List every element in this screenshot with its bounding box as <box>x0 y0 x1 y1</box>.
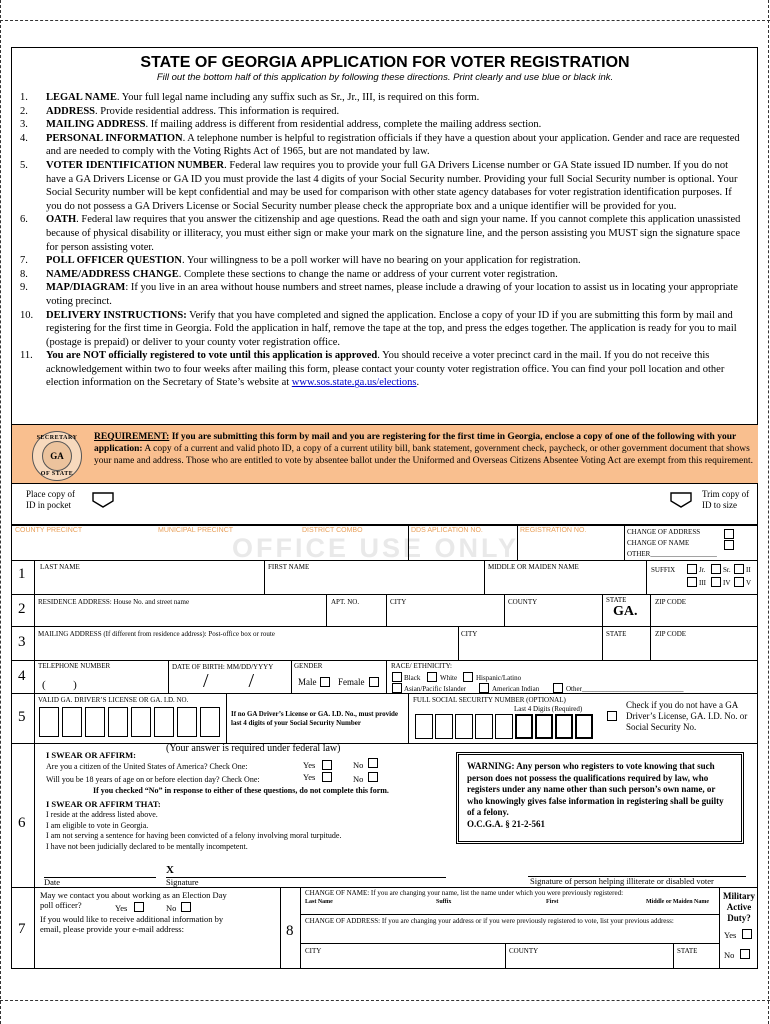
requirement-box <box>12 424 758 484</box>
warning-box <box>456 752 744 844</box>
suffix-label: SUFFIX <box>651 566 676 574</box>
instruction-item <box>20 159 748 213</box>
previous-address-input[interactable] <box>303 934 717 942</box>
instruction-number: 8. <box>20 268 28 280</box>
suffix-jr-label: Jr. <box>699 566 706 574</box>
registration-no-label: REGISTRATION NO. <box>520 527 587 534</box>
military-yes-label: Yes <box>724 930 737 940</box>
date-line <box>44 877 156 878</box>
section-6-number: 6 <box>18 815 26 831</box>
pocket-arrow-icon <box>92 492 114 513</box>
prev-last-name-label: Last Name <box>305 899 333 905</box>
mailing-zip-label: ZIP CODE <box>655 630 687 638</box>
poll-yes-checkbox[interactable] <box>134 902 144 912</box>
race-hispanic-checkbox[interactable] <box>463 672 473 682</box>
previous-name-input[interactable] <box>303 905 717 913</box>
instruction-number: 4. <box>20 132 28 144</box>
race-white-label: White <box>440 674 458 682</box>
gender-label: GENDER <box>294 662 323 670</box>
instruction-text: . Provide residential address. This information is required. <box>95 105 340 117</box>
pocket-right-line2: ID to size <box>702 499 737 510</box>
instruction-heading: DELIVERY INSTRUCTIONS: <box>46 309 187 321</box>
age-no-label: No <box>353 774 364 784</box>
signature-input[interactable] <box>176 863 446 877</box>
age-question: Will you be 18 years of age on or before election day? Check One: <box>46 775 260 784</box>
residence-address-input[interactable] <box>36 608 324 624</box>
suffix-sr-label: Sr. <box>723 566 731 574</box>
race-label: RACE/ ETHNICITY: <box>391 662 452 670</box>
age-no-checkbox[interactable] <box>368 772 378 782</box>
ssn-digit-box[interactable] <box>435 714 453 739</box>
mailing-city-input[interactable] <box>460 640 600 658</box>
race-other-checkbox[interactable] <box>553 683 563 693</box>
prev-state-label: STATE <box>677 947 698 955</box>
instruction-item <box>20 309 748 350</box>
residence-city-label: CITY <box>390 598 407 606</box>
license-digit-box[interactable] <box>200 707 220 737</box>
mailing-state-label: STATE <box>606 630 627 638</box>
residence-zip-input[interactable] <box>652 608 756 624</box>
oath-line-4: I have not been judicially declared to be mentally incompetent. <box>46 841 248 851</box>
suffix-ii-checkbox[interactable] <box>734 564 744 574</box>
ssn-label: FULL SOCIAL SECURITY NUMBER (OPTIONAL) <box>413 696 566 704</box>
pocket-right-line1: Trim copy of <box>702 489 750 499</box>
instruction-item <box>20 281 748 308</box>
instruction-item <box>20 105 748 119</box>
last-name-input[interactable] <box>38 574 262 592</box>
prev-county-label: COUNTY <box>509 947 539 955</box>
middle-name-label: MIDDLE OR MAIDEN NAME <box>488 563 579 571</box>
gender-female-checkbox[interactable] <box>369 677 379 687</box>
email-input[interactable] <box>40 936 276 966</box>
section-8-number: 8 <box>286 923 294 939</box>
prev-first-name-label: First <box>546 899 559 905</box>
residence-state-label: STATE <box>606 596 627 604</box>
dob-label: DATE OF BIRTH: MM/DD/YYYY <box>172 663 274 671</box>
military-yes-checkbox[interactable] <box>742 929 752 939</box>
mailing-city-label: CITY <box>461 630 478 638</box>
oath-line-3: I am not serving a sentence for having been convicted of a felony involving moral turpitude. <box>46 831 342 840</box>
instruction-number: 2. <box>20 105 28 117</box>
date-input[interactable] <box>44 863 156 877</box>
oath-line-1: I reside at the address listed above. <box>46 810 158 819</box>
ssn-digit-box[interactable] <box>415 714 433 739</box>
citizen-no-checkbox[interactable] <box>368 758 378 768</box>
residence-county-label: COUNTY <box>508 598 538 606</box>
instruction-text: . You should receive a voter precinct card in the mail. If you do not receive this acknowledgement within two to four weeks after mailing this form, please contact your county voter registration office. You can find your poll location and other election information on the Secretary of State’s website at <box>46 350 725 389</box>
race-american-indian-checkbox[interactable] <box>479 683 489 693</box>
license-digit-box[interactable] <box>154 707 174 737</box>
instruction-text: . Federal law requires that you answer the citizenship and age questions. Read the oath and sign your name. If you cannot complete this application unassisted because of physical disability or illiteracy, you must either sign or make your mark on the signature line, and the person assisting you MUST sign the signature space for person assisting voter. <box>46 214 741 253</box>
instruction-item <box>20 213 748 254</box>
requirement-text <box>94 431 754 467</box>
suffix-v-label: V <box>746 579 752 587</box>
secretary-of-state-seal-icon <box>32 431 82 481</box>
age-yes-checkbox[interactable] <box>322 772 332 782</box>
section-4-number: 4 <box>18 668 26 684</box>
form-title: STATE OF GEORGIA APPLICATION FOR VOTER REGISTRATION <box>140 54 630 71</box>
left-cut-line <box>0 0 1 1024</box>
instruction-text: . Complete these sections to change the name or address of your current voter registration. <box>178 268 558 280</box>
license-digit-box[interactable] <box>39 707 59 737</box>
warning-text: WARNING: Any person who registers to vote knowing that such person does not possess the qualifications required by law, who registers under any name other than such person’s own name, or who knowingly gives false information in registering shall be guilty of a felony. <box>467 761 724 818</box>
poll-officer-question: May we contact you about working as an Election Day poll officer? <box>40 890 227 910</box>
citizen-yes-checkbox[interactable] <box>322 760 332 770</box>
ssn-digit-box[interactable] <box>475 714 493 739</box>
first-name-input[interactable] <box>266 574 482 592</box>
no-id-label: Check if you do not have a GA Driver’s License, GA. I.D. No. or Social Security No. <box>626 700 748 732</box>
helper-signature-label: Signature of person helping illiterate or disabled voter <box>530 876 714 886</box>
change-of-name-checkbox[interactable] <box>724 540 734 550</box>
instruction-heading: ADDRESS <box>46 105 96 117</box>
instruction-number: 3. <box>20 119 28 131</box>
pocket-label-right <box>702 489 749 510</box>
instruction-text: . Your willingness to be a poll worker will have no bearing on your application for registration. <box>181 255 581 267</box>
race-white-checkbox[interactable] <box>427 672 437 682</box>
instruction-heading: LEGAL NAME <box>46 92 117 103</box>
race-asian-checkbox[interactable] <box>392 683 402 693</box>
date-label: Date <box>44 877 61 887</box>
ssn-last4-digit-box[interactable] <box>555 714 573 739</box>
poll-yes-label: Yes <box>115 903 128 913</box>
section-7-number: 7 <box>18 921 26 937</box>
dob-input[interactable]: / / <box>203 670 255 692</box>
ssn-last4-digit-box[interactable] <box>515 714 533 739</box>
suffix-v-checkbox[interactable] <box>734 577 744 587</box>
gender-male-label: Male <box>298 677 317 687</box>
pocket-left-line1: Place copy of <box>26 489 75 499</box>
form-section-top-border <box>11 524 758 526</box>
instruction-text: . Your full legal name including any suffix such as Sr., Jr., III, is required on this form. <box>116 92 480 103</box>
poll-no-label: No <box>166 903 177 913</box>
ssn-last4-digit-box[interactable] <box>575 714 593 739</box>
dds-label: DDS APLICATION NO. <box>411 527 483 534</box>
signature-label: Signature <box>166 877 199 887</box>
change-address-label: CHANGE OF ADDRESS: If you are changing your address or if you were previously registered to vote, list your previous address: <box>305 917 674 925</box>
top-cut-line <box>0 20 770 21</box>
residence-county-input[interactable] <box>506 608 600 624</box>
ssn-digit-box[interactable] <box>495 714 513 739</box>
section-3-number: 3 <box>18 634 26 650</box>
license-digit-box[interactable] <box>62 707 82 737</box>
race-hispanic-label: Hispanic/Latino <box>476 674 522 682</box>
instruction-number: 7. <box>20 255 28 267</box>
suffix-iii-label: III <box>699 579 706 587</box>
instruction-number: 5. <box>20 159 28 171</box>
prev-city-label: CITY <box>305 947 322 955</box>
ssn-digit-box[interactable] <box>455 714 473 739</box>
section-1-number: 1 <box>18 566 26 582</box>
race-asian-label: Asian/Pacific Islander <box>404 685 467 693</box>
instruction-heading: MAP/DIAGRAM <box>46 282 126 294</box>
instruction-number: 10. <box>20 309 34 321</box>
instruction-item <box>20 268 748 282</box>
license-digit-box[interactable] <box>85 707 105 737</box>
suffix-iv-checkbox[interactable] <box>711 577 721 587</box>
seal-bottom-text: OF STATE <box>40 471 74 477</box>
license-label: VALID GA. DRIVER’S LICENSE OR GA. I.D. NO. <box>38 696 189 704</box>
prev-city-input[interactable] <box>303 956 503 968</box>
age-yes-label: Yes <box>303 772 316 782</box>
instruction-text: Verify that you have completed and signed the application. Enclose a copy of your ID if you are submitting this form by mail and registering for the first time in Georgia. Fold the application in half, remove the tape at the top, and press the edges together. The application is ready for you to mail (postage is prepaid) or deliver to your county voter registration office. <box>46 309 737 348</box>
no-license-note: If no GA Driver’s License or GA. I.D. No., must provide last 4 digits of your Social Security Number <box>231 710 399 727</box>
signature-line <box>166 877 446 878</box>
change-of-name-label: CHANGE OF NAME <box>627 539 690 547</box>
trim-arrow-icon <box>670 492 692 513</box>
swear-heading: I SWEAR OR AFFIRM: <box>46 750 136 760</box>
gender-male-checkbox[interactable] <box>320 677 330 687</box>
requirement-label: REQUIREMENT: <box>94 432 170 442</box>
swear-that-heading: I SWEAR OR AFFIRM THAT: <box>46 799 161 809</box>
suffix-ii-label: II <box>746 566 751 574</box>
sos-website-link[interactable]: www.sos.state.ga.us/elections <box>291 377 417 389</box>
section-2-number: 2 <box>18 601 26 617</box>
instruction-item <box>20 91 748 105</box>
if-no-note: If you checked “No” in response to either of these questions, do not complete this form. <box>93 786 389 795</box>
race-american-indian-label: American Indian <box>492 685 540 693</box>
license-digit-box[interactable] <box>131 707 151 737</box>
citizen-no-label: No <box>353 760 364 770</box>
license-digit-box[interactable] <box>177 707 197 737</box>
requirement-bold-text: If you are submitting this form by mail and you are registering for the first time in Georgia, enclose a copy of one of the following with your application: <box>94 432 737 454</box>
warning-citation: O.C.G.A. § 21-2-561 <box>467 818 545 829</box>
suffix-iii-checkbox[interactable] <box>687 577 697 587</box>
no-id-checkbox[interactable] <box>607 711 617 721</box>
instruction-text: . A telephone number is helpful to registration officials if they have a question about your application. Gender and race are requested and are needed to comply with the Voting Rights Act of 1965, but are not mandated by law. <box>46 132 740 158</box>
residence-zip-label: ZIP CODE <box>655 598 687 606</box>
instruction-text: . Federal law requires you to provide your full GA Drivers License number or GA State issued ID number. If you do not have a GA Drivers License or GA ID you must provide the last 4 digits of your Social Security number. Providing your full Social Security number is optional. Your Social Security number will be kept confidential and may be used for comparison with other state agency databases for voter registration identification purposes. If you do not possess a GA Drivers License or Social Security number please check the appropriate box and a unique identifier will be provided for you. <box>46 159 738 212</box>
military-no-label: No <box>724 950 735 960</box>
license-digit-box[interactable] <box>108 707 128 737</box>
instruction-item <box>20 349 748 390</box>
telephone-input[interactable]: ( ) <box>42 679 77 691</box>
instruction-heading: NAME/ADDRESS CHANGE <box>46 268 179 280</box>
apt-no-input[interactable] <box>328 608 384 624</box>
instruction-number: 1. <box>20 92 28 103</box>
mailing-zip-input[interactable] <box>652 640 756 658</box>
instruction-item <box>20 254 748 268</box>
municipal-precinct-label: MUNICIPAL PRECINCT <box>158 527 234 534</box>
requirement-body-text: A copy of a current and valid photo ID, a copy of a current utility bill, bank statement, government check, paycheck, or other government document that shows your name and address. Those who are entitled to vote by absentee ballot under the Uniformed and Overseas Citizens Absentee Voting Act are exempt from this requirement. <box>94 444 754 466</box>
prev-state-input[interactable] <box>675 956 717 968</box>
mailing-state-input[interactable] <box>604 640 648 658</box>
form-subtitle: Fill out the bottom half of this application by following these directions. Print clearly and use blue or black ink. <box>156 72 614 83</box>
residence-city-input[interactable] <box>388 608 502 624</box>
race-black-checkbox[interactable] <box>392 672 402 682</box>
telephone-label: TELEPHONE NUMBER <box>38 662 111 670</box>
pocket-left-line2: ID in pocket <box>26 499 71 510</box>
bottom-cut-line <box>0 1000 770 1001</box>
instructions-list <box>20 91 748 390</box>
instruction-number: 11. <box>20 350 33 362</box>
oath-line-2: I am eligible to vote in Georgia. <box>46 820 149 830</box>
suffix-sr-checkbox[interactable] <box>711 564 721 574</box>
apt-no-label: APT. NO. <box>331 598 360 606</box>
district-combo-label: DISTRICT COMBO <box>302 527 363 534</box>
signature-x-mark: X <box>166 864 174 876</box>
prev-county-input[interactable] <box>507 956 671 968</box>
pocket-label-left <box>26 489 75 510</box>
instruction-heading: VOTER IDENTIFICATION NUMBER <box>46 159 225 171</box>
instruction-item <box>20 118 748 132</box>
race-black-label: Black <box>404 674 421 682</box>
ssn-last4-digit-box[interactable] <box>535 714 553 739</box>
last-name-label: LAST NAME <box>40 563 80 571</box>
poll-no-checkbox[interactable] <box>181 902 191 912</box>
instruction-item <box>20 132 748 159</box>
instruction-heading: OATH <box>46 214 77 226</box>
instruction-heading: MAILING ADDRESS <box>46 119 146 131</box>
change-of-address-label: CHANGE OF ADDRESS <box>627 528 701 536</box>
helper-signature-input[interactable] <box>528 862 746 876</box>
first-name-label: FIRST NAME <box>268 563 310 571</box>
suffix-jr-checkbox[interactable] <box>687 564 697 574</box>
link-end: . <box>416 377 420 389</box>
ssn-last4-label: Last 4 Digits (Required) <box>514 705 583 713</box>
instruction-number: 6. <box>20 214 28 226</box>
federal-law-note: (Your answer is required under federal law) <box>166 743 341 754</box>
instruction-number: 9. <box>20 282 28 294</box>
seal-center: GA <box>42 441 72 471</box>
mailing-address-input[interactable] <box>36 640 456 658</box>
oath-statements <box>46 810 341 852</box>
middle-name-input[interactable] <box>486 574 644 592</box>
office-use-watermark: OFFICE USE ONLY <box>232 533 520 563</box>
instruction-heading: POLL OFFICER QUESTION <box>46 255 182 267</box>
seal-top-text: SECRETARY <box>36 435 78 441</box>
change-name-label: CHANGE OF NAME: If you are changing your name, list the name under which you were previously registered: <box>305 889 624 897</box>
military-no-checkbox[interactable] <box>740 949 750 959</box>
prev-suffix-label: Suffix <box>436 899 452 905</box>
race-other-label: Other_____________________________ <box>566 685 684 693</box>
instruction-text: . If mailing address is different from residential address, complete the mailing address section. <box>145 119 542 131</box>
military-label: Military Active Duty? <box>723 891 755 923</box>
county-precinct-label: COUNTY PRECINCT <box>15 527 83 534</box>
gender-female-label: Female <box>338 677 365 687</box>
change-of-address-checkbox[interactable] <box>724 529 734 539</box>
instruction-heading: You are NOT officially registered to vote until this application is approved <box>46 350 378 362</box>
residence-address-label: RESIDENCE ADDRESS: House No. and street name <box>38 598 190 606</box>
right-cut-line <box>768 0 769 1024</box>
residence-state-value: GA. <box>613 604 638 619</box>
prev-middle-name-label: Middle or Maiden Name <box>646 899 710 905</box>
citizen-question: Are you a citizen of the United States of America? Check One: <box>46 762 248 771</box>
section-5-number: 5 <box>18 709 26 725</box>
email-prompt: If you would like to receive additional information by email, please provide your e-mail address: <box>40 914 224 934</box>
instruction-heading: PERSONAL INFORMATION <box>46 132 183 144</box>
suffix-iv-label: IV <box>723 579 731 587</box>
mailing-address-label: MAILING ADDRESS (If different from residence address): Post-office box or route <box>38 630 275 638</box>
citizen-yes-label: Yes <box>303 760 316 770</box>
instruction-text: : If you live in an area without house numbers and street names, please include a drawing of your location to assist us in locating your appropriate voting precinct. <box>46 282 738 307</box>
office-other-label: OTHER___________________ <box>627 550 717 558</box>
